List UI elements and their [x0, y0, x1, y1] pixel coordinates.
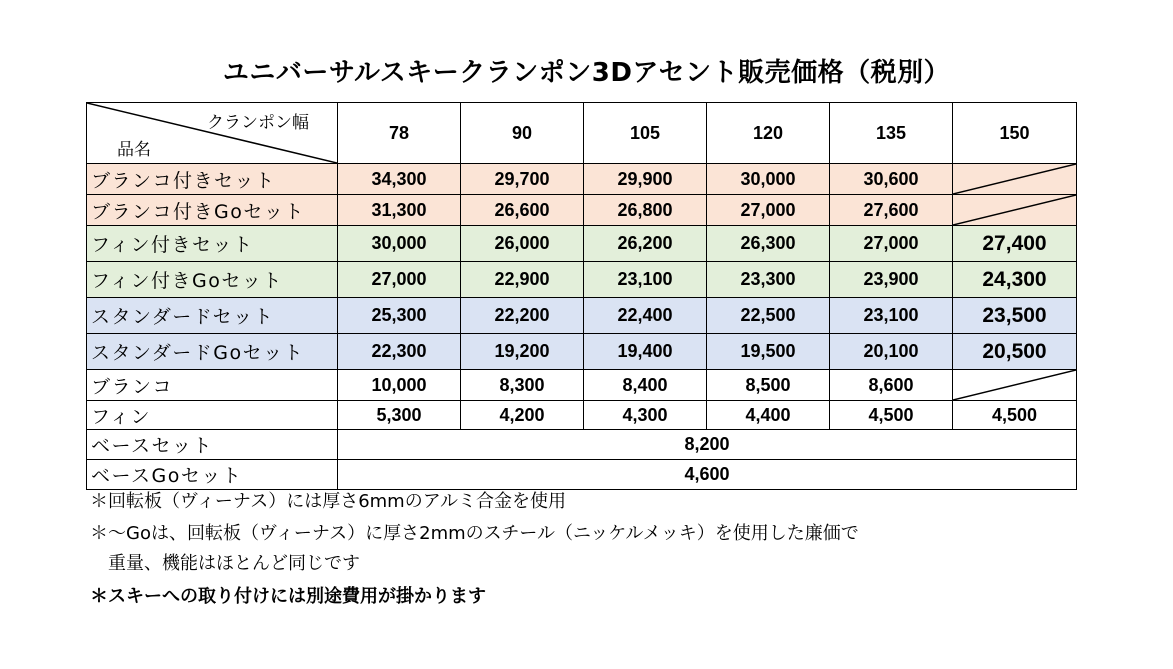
product-row — [87, 370, 1077, 401]
price-cell: 23,100 — [584, 262, 707, 298]
price-cell: 4,200 — [461, 401, 584, 430]
price-cell: 8,200 — [338, 430, 1077, 460]
product-name: ベースGoセット — [87, 460, 338, 490]
price-table — [86, 102, 1077, 490]
price-cell: 22,300 — [338, 334, 461, 370]
width-header: 120 — [707, 103, 830, 164]
product-row — [87, 262, 1077, 298]
page-title: ユニバーサルスキークランポン3Dアセント販売価格（税別） — [222, 58, 951, 88]
product-row — [87, 401, 1077, 430]
price-cell: 30,000 — [338, 226, 461, 262]
width-header: 135 — [830, 103, 953, 164]
product-row — [87, 195, 1077, 226]
product-name: ブランコ付きセット — [87, 164, 338, 195]
note-line: 重量、機能はほとんど同じです — [90, 553, 360, 574]
price-cell: 27,000 — [338, 262, 461, 298]
not-available-cell — [953, 164, 1077, 195]
price-cell: 31,300 — [338, 195, 461, 226]
price-cell: 26,300 — [707, 226, 830, 262]
price-cell: 22,500 — [707, 298, 830, 334]
price-cell: 29,700 — [461, 164, 584, 195]
price-cell: 4,400 — [707, 401, 830, 430]
product-name: スタンダードGoセット — [87, 334, 338, 370]
price-cell: 34,300 — [338, 164, 461, 195]
price-cell: 26,600 — [461, 195, 584, 226]
price-cell: 4,600 — [338, 460, 1077, 490]
note-line: ＊～Goは、回転板（ヴィーナス）に厚さ2mmのスチール（ニッケルメッキ）を使用した廉価で — [90, 523, 859, 544]
diagonal-slash — [953, 195, 1076, 225]
name-header-label: 品名 — [117, 140, 151, 160]
price-cell: 27,000 — [830, 226, 953, 262]
price-cell: 8,400 — [584, 370, 707, 401]
width-header-label: クランポン幅 — [207, 113, 309, 133]
width-header: 105 — [584, 103, 707, 164]
product-row — [87, 334, 1077, 370]
product-name: フィン付きセット — [87, 226, 338, 262]
price-cell: 10,000 — [338, 370, 461, 401]
not-available-cell — [953, 370, 1077, 401]
header-corner-cell — [87, 103, 338, 164]
price-cell: 29,900 — [584, 164, 707, 195]
product-row — [87, 226, 1077, 262]
product-name: スタンダードセット — [87, 298, 338, 334]
price-cell: 23,300 — [707, 262, 830, 298]
price-cell: 30,600 — [830, 164, 953, 195]
price-cell: 20,500 — [953, 334, 1077, 370]
price-cell: 23,100 — [830, 298, 953, 334]
price-cell: 27,000 — [707, 195, 830, 226]
price-cell: 26,000 — [461, 226, 584, 262]
not-available-cell — [953, 195, 1077, 226]
price-cell: 26,800 — [584, 195, 707, 226]
price-cell: 4,500 — [953, 401, 1077, 430]
product-name: ブランコ付きGoセット — [87, 195, 338, 226]
price-cell: 27,600 — [830, 195, 953, 226]
price-cell: 4,500 — [830, 401, 953, 430]
base-row — [87, 460, 1077, 490]
base-row — [87, 430, 1077, 460]
diagonal-slash — [953, 370, 1076, 400]
price-cell: 22,400 — [584, 298, 707, 334]
product-name: ベースセット — [87, 430, 338, 460]
price-table-body — [87, 103, 1077, 490]
price-cell: 26,200 — [584, 226, 707, 262]
width-header: 90 — [461, 103, 584, 164]
width-header: 78 — [338, 103, 461, 164]
product-name: フィン — [87, 401, 338, 430]
product-name: フィン付きGoセット — [87, 262, 338, 298]
price-cell: 23,500 — [953, 298, 1077, 334]
price-cell: 22,200 — [461, 298, 584, 334]
price-cell: 5,300 — [338, 401, 461, 430]
header-row — [87, 103, 1077, 164]
width-header: 150 — [953, 103, 1077, 164]
price-cell: 20,100 — [830, 334, 953, 370]
product-name: ブランコ — [87, 370, 338, 401]
product-row — [87, 298, 1077, 334]
note-line: ＊回転板（ヴィーナス）には厚さ6mmのアルミ合金を使用 — [90, 491, 566, 512]
product-row — [87, 164, 1077, 195]
price-cell: 8,600 — [830, 370, 953, 401]
diagonal-slash — [953, 164, 1076, 194]
price-cell: 8,300 — [461, 370, 584, 401]
price-cell: 19,400 — [584, 334, 707, 370]
price-cell: 19,200 — [461, 334, 584, 370]
price-cell: 24,300 — [953, 262, 1077, 298]
price-cell: 23,900 — [830, 262, 953, 298]
price-cell: 30,000 — [707, 164, 830, 195]
note-line: ＊スキーへの取り付けには別途費用が掛かります — [90, 586, 486, 607]
price-cell: 19,500 — [707, 334, 830, 370]
price-cell: 25,300 — [338, 298, 461, 334]
price-cell: 4,300 — [584, 401, 707, 430]
price-cell: 27,400 — [953, 226, 1077, 262]
price-cell: 22,900 — [461, 262, 584, 298]
price-cell: 8,500 — [707, 370, 830, 401]
